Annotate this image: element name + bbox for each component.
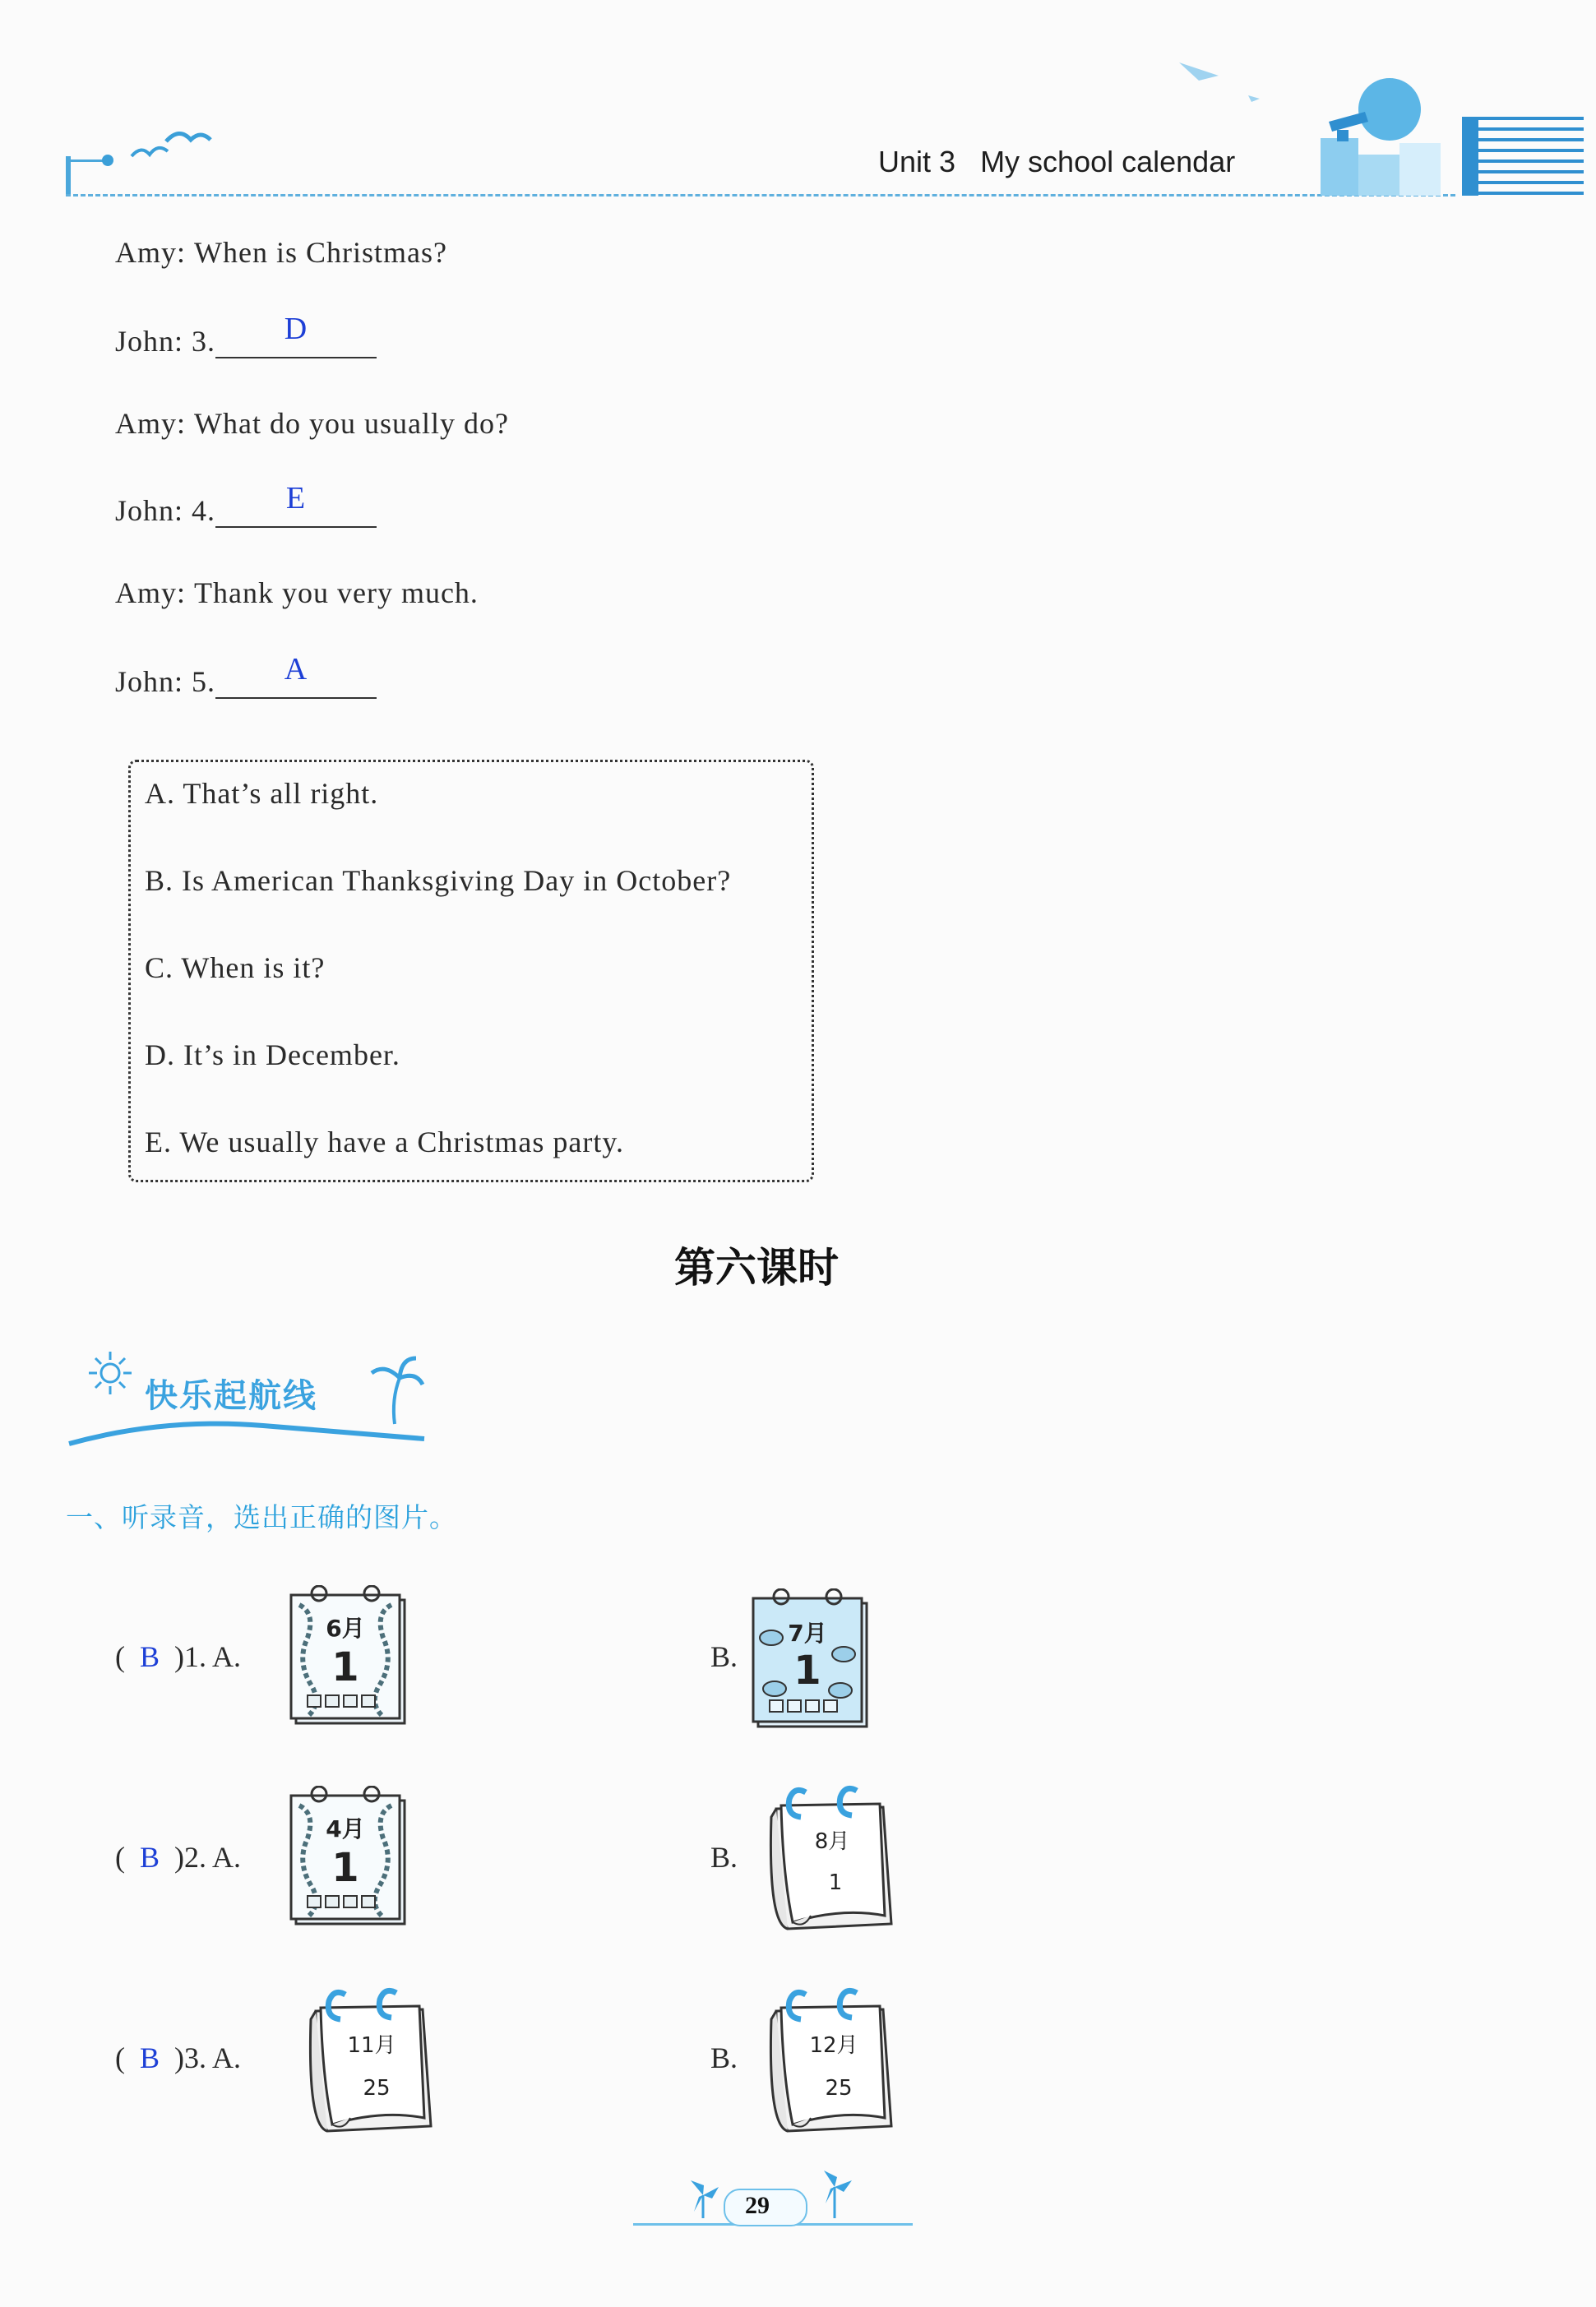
question-2: ( B )2. A. — [115, 1841, 241, 1874]
calendar-day: 25 — [363, 2076, 391, 2101]
answer-blank[interactable] — [215, 312, 377, 358]
calendar-11-25-image[interactable] — [299, 1986, 439, 2139]
pinwheel-icon — [814, 2164, 855, 2221]
dialogue-line-4: John: 4. E — [115, 490, 377, 528]
answer-text: D — [284, 312, 308, 346]
calendar-6-1-image[interactable] — [285, 1585, 416, 1730]
banner-title: 快乐起航线 — [145, 1377, 317, 1415]
calendar-day: 1 — [828, 1870, 843, 1895]
answer-blank[interactable] — [215, 481, 377, 528]
calendar-day: 1 — [331, 1845, 359, 1891]
banner-wave — [66, 1414, 428, 1447]
question-1-option-b-label: B. — [710, 1640, 738, 1673]
option-d: D. It’s in December. — [145, 1038, 400, 1071]
section-title: 一、听录音，选出正确的图片。 — [66, 1501, 457, 1533]
calendar-month: 6月 — [326, 1615, 365, 1642]
question-1: ( B )1. A. — [115, 1640, 241, 1673]
header-dot — [102, 155, 113, 166]
calendar-4-1-image[interactable] — [285, 1786, 416, 1930]
answer-blank[interactable] — [215, 652, 377, 699]
seagull-icon — [123, 123, 214, 164]
sun-icon — [86, 1348, 135, 1398]
paper-plane-icon — [1174, 53, 1273, 110]
question-answer[interactable]: B — [139, 2041, 160, 2074]
calendar-12-25-image[interactable] — [760, 1986, 900, 2139]
telescope-illustration — [1291, 72, 1455, 196]
calendar-day: 1 — [793, 1648, 821, 1694]
answer-text: E — [285, 481, 307, 515]
calendar-8-1-image[interactable] — [760, 1784, 900, 1937]
dialogue-line-2: John: 3. D — [115, 321, 377, 358]
question-answer[interactable]: B — [139, 1640, 160, 1673]
option-b: B. Is American Thanksgiving Day in October? — [145, 864, 732, 897]
header-stripes — [1462, 117, 1584, 196]
question-3: ( B )3. A. — [115, 2041, 241, 2074]
calendar-7-1-image[interactable] — [747, 1588, 878, 1733]
option-e: E. We usually have a Christmas party. — [145, 1126, 624, 1158]
header-dashed-rule — [66, 194, 1455, 196]
calendar-month: 12月 — [809, 2033, 858, 2058]
calendar-month: 8月 — [814, 1829, 850, 1854]
question-answer[interactable]: B — [139, 1841, 160, 1874]
dialogue-line-6: John: 5. A — [115, 661, 377, 699]
calendar-month: 11月 — [347, 2033, 396, 2058]
answer-text: A — [284, 652, 308, 687]
calendar-month: 7月 — [788, 1620, 827, 1647]
calendar-day: 25 — [825, 2076, 853, 2101]
option-a: A. That’s all right. — [145, 777, 379, 810]
question-3-option-b-label: B. — [710, 2041, 738, 2074]
calendar-month: 4月 — [326, 1815, 365, 1842]
lesson-title: 第六课时 — [674, 1244, 839, 1292]
pinwheel-icon — [682, 2171, 724, 2220]
option-c: C. When is it? — [145, 951, 326, 984]
page-number: 29 — [745, 2192, 770, 2219]
dialogue-line-3: Amy: What do you usually do? — [115, 407, 509, 440]
unit-title: Unit 3 My school calendar — [878, 145, 1236, 178]
header-stripe-block — [1462, 117, 1478, 196]
header-rule-left — [66, 156, 71, 196]
dialogue-line-5: Amy: Thank you very much. — [115, 576, 479, 609]
calendar-day: 1 — [331, 1644, 359, 1690]
question-2-option-b-label: B. — [710, 1841, 738, 1874]
dialogue-line-1: Amy: When is Christmas? — [115, 236, 447, 269]
